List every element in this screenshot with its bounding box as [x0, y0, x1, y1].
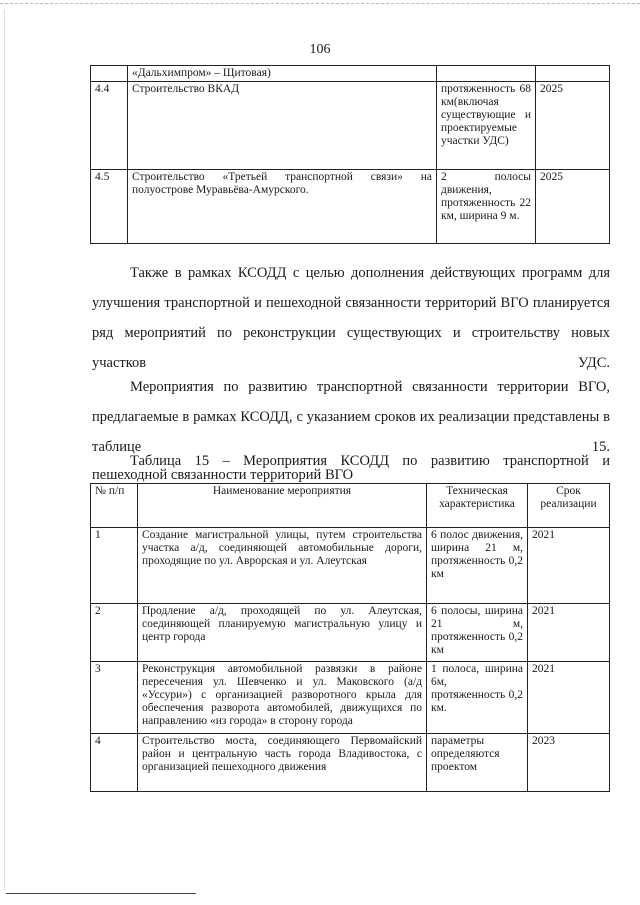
page-number: 106 — [309, 42, 331, 57]
table-row — [91, 66, 610, 82]
cell-year: 2023 — [528, 734, 610, 792]
cell-name: Продление а/д, проходящей по ул. Алеутская, соединяющей планируемую магистральную улицу и центр города — [138, 604, 427, 662]
scan-artifact-bottom — [6, 893, 196, 894]
header-year: Срок реализации — [528, 484, 610, 528]
cell-num: 3 — [91, 662, 138, 734]
table-continued — [90, 65, 610, 244]
cell-name: «Дальхимпром» – Щитовая) — [128, 66, 437, 82]
paragraph-2: Мероприятия по развитию транспортной связанности территории ВГО, предлагаемые в рамках КСОДД, с указанием сроков их реализации представлены в таблице 15. — [92, 379, 610, 455]
cell-year: 2025 — [536, 170, 610, 244]
table-header-row — [91, 484, 610, 528]
cell-name: Строительство моста, соединяющего Первомайский район и центральную часть города Владивостока, с организацией пешеходного движения — [138, 734, 427, 792]
cell-year: 2021 — [528, 528, 610, 604]
cell-spec: 6 полос движения, ширина 21 м, протяженность 0,2 км — [427, 528, 528, 604]
table-row — [91, 734, 610, 792]
header-spec: Техническая характеристика — [427, 484, 528, 528]
header-name: Наименование мероприятия — [138, 484, 427, 528]
cell-year: 2021 — [528, 662, 610, 734]
table-row — [91, 662, 610, 734]
cell-num: 2 — [91, 604, 138, 662]
table-15 — [90, 483, 610, 792]
table-row — [91, 170, 610, 244]
cell-num: 4.5 — [91, 170, 128, 244]
cell-spec: параметры определяются проектом — [427, 734, 528, 792]
cell-year: 2025 — [536, 82, 610, 170]
cell-year — [536, 66, 610, 82]
cell-year: 2021 — [528, 604, 610, 662]
cell-num — [91, 66, 128, 82]
table-row — [91, 528, 610, 604]
header-num: № п/п — [91, 484, 138, 528]
cell-spec: 6 полосы, ширина 21 м, протяженность 0,2 км — [427, 604, 528, 662]
scan-artifact-left — [4, 10, 5, 890]
cell-spec: протяженность 68 км(включая существующие и проектируемые участки УДС) — [437, 82, 536, 170]
cell-name: Строительство «Третьей транспортной связи» на полуострове Муравьёва-Амурского. — [128, 170, 437, 244]
cell-spec: 2 полосы движения, протяженность 22 км, ширина 9 м. — [437, 170, 536, 244]
cell-name: Создание магистральной улицы, путем строительства участка а/д, соединяющей автомобильные дороги, проходящие по ул. Аврорская и ул. Алеутская — [138, 528, 427, 604]
cell-spec: 1 полоса, ширина 6м, протяженность 0,2 км. — [427, 662, 528, 734]
table-row — [91, 604, 610, 662]
table-row — [91, 82, 610, 170]
cell-num: 4.4 — [91, 82, 128, 170]
table-caption: Таблица 15 – Мероприятия КСОДД по развитию транспортной и пешеходной связанности территорий ВГО — [92, 453, 610, 483]
cell-name: Реконструкция автомобильной развязки в районе пересечения ул. Шевченко и ул. Маковского (а/д «Уссури») с организацией разворотного крыла для обеспечения разворота автомобилей, движущихся по направлению «из города» в сторону города — [138, 662, 427, 734]
cell-num: 4 — [91, 734, 138, 792]
cell-name: Строительство ВКАД — [128, 82, 437, 170]
cell-num: 1 — [91, 528, 138, 604]
cell-spec — [437, 66, 536, 82]
scan-artifact-top — [0, 3, 640, 4]
paragraph-1: Также в рамках КСОДД с целью дополнения действующих программ для улучшения транспортной и пешеходной связанности территорий ВГО планируется ряд мероприятий по реконструкции существующих и строительству новых участков УДС. — [92, 265, 610, 371]
